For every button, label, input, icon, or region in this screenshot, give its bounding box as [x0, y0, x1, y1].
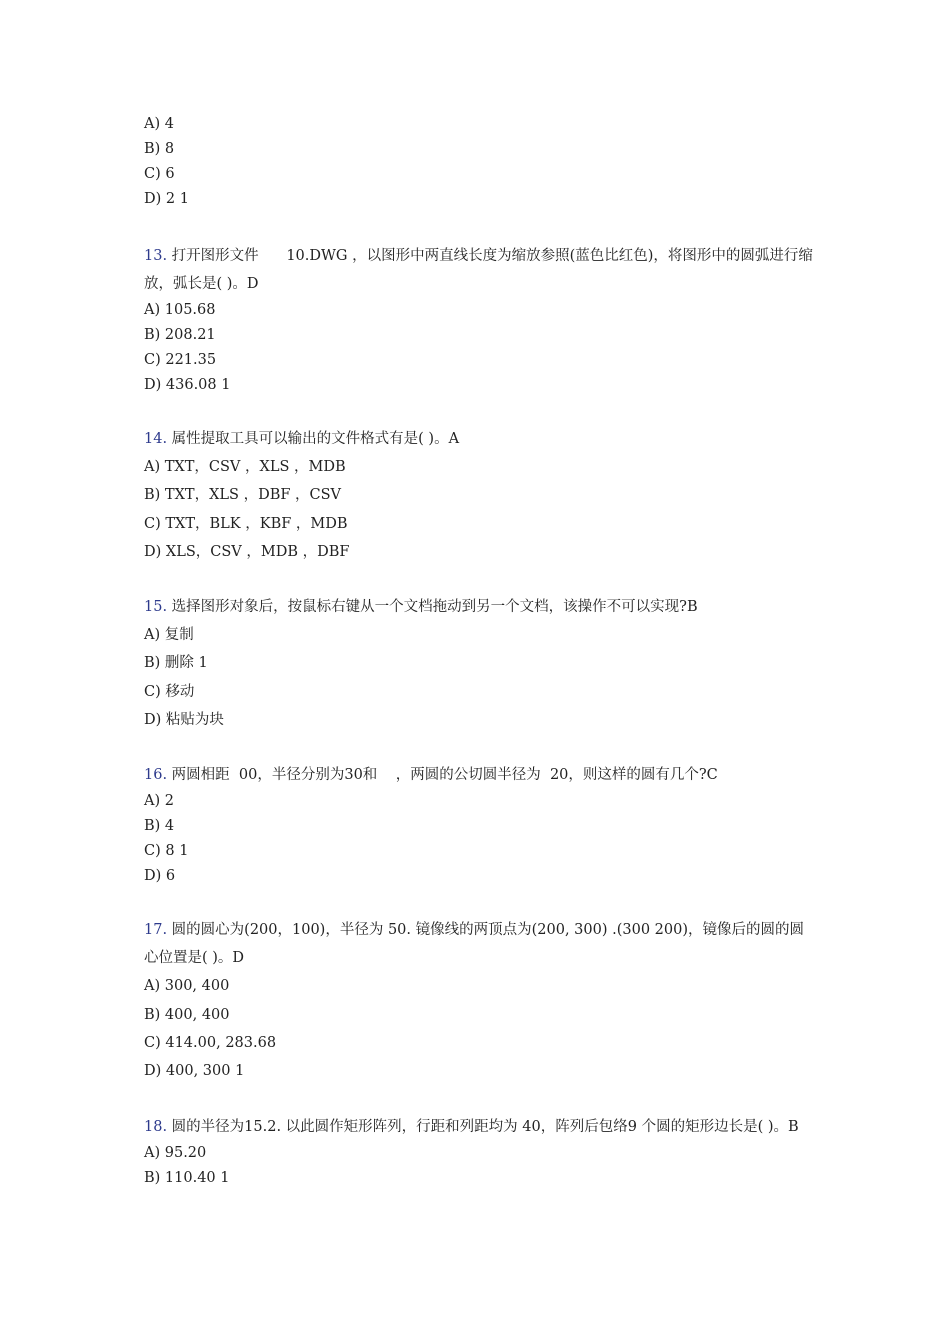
- question-15: [144, 593, 814, 734]
- option: D) 2 1: [144, 191, 189, 207]
- option: D) 436.08 1: [144, 377, 231, 393]
- option: B) 8: [144, 141, 175, 157]
- question-body: 圆的圆心为(200，100)，半径为 50. 镜像线的两顶点为(200, 300) .(300 200)，镜像后的圆的圆心位置是( )。D: [144, 922, 804, 967]
- question-text: [144, 916, 814, 972]
- question-text: [144, 761, 814, 789]
- option: D) 400, 300 1: [144, 1063, 245, 1080]
- option: D) 粘贴为块: [144, 712, 224, 729]
- question-body: 圆的半径为15.2. 以此圆作矩形阵列，行距和列距均为 40，阵列后包络9 个圆的矩形边长是( )。B: [171, 1118, 799, 1135]
- option: A) 复制: [144, 627, 194, 644]
- question-number: 13.: [144, 248, 168, 264]
- question-text: [144, 425, 814, 453]
- question-14: [144, 425, 814, 566]
- option: B) 删除 1: [144, 655, 208, 672]
- question-number: 16.: [144, 767, 168, 784]
- option: B) 110.40 1: [144, 1169, 230, 1186]
- question-body: 选择图形对象后，按鼠标右键从一个文档拖动到另一个文档，该操作不可以实现?B: [171, 599, 698, 616]
- option: C) 8 1: [144, 843, 189, 860]
- question-body: 打开图形文件 10.DWG ，以图形中两直线长度为缩放参照(蓝色比红色)，将图形中的圆弧进行缩放，弧长是( )。D: [144, 248, 813, 292]
- option: B) TXT，XLS ，DBF ，CSV: [144, 487, 342, 504]
- option: D) 6: [144, 868, 176, 885]
- question-number: 17.: [144, 922, 168, 939]
- option: A) 95.20: [144, 1144, 207, 1161]
- option: C) TXT，BLK ，KBF ，MDB: [144, 515, 348, 532]
- option: A) 300, 400: [144, 978, 230, 995]
- option: A) 4: [144, 116, 174, 132]
- question-13: [144, 242, 814, 398]
- question-number: 14.: [144, 431, 168, 447]
- question-body: 两圆相距 00，半径分别为30和 ，两圆的公切圆半径为 20，则这样的圆有几个?C: [171, 767, 718, 784]
- question-text: [144, 593, 814, 621]
- previous-question-options: [144, 112, 814, 212]
- option: B) 208.21: [144, 327, 216, 343]
- option: C) 6: [144, 166, 175, 182]
- option: B) 4: [144, 818, 175, 835]
- question-number: 18.: [144, 1118, 168, 1135]
- option: C) 221.35: [144, 352, 217, 368]
- question-17: [144, 916, 814, 1085]
- question-16: [144, 761, 814, 889]
- question-text: [144, 1113, 814, 1141]
- option: D) XLS，CSV ，MDB ，DBF: [144, 543, 350, 560]
- document-page: [144, 112, 814, 1191]
- option: A) TXT，CSV ，XLS ，MDB: [144, 459, 346, 475]
- question-body: 属性提取工具可以输出的文件格式有是( )。A: [171, 431, 460, 447]
- option: C) 414.00, 283.68: [144, 1034, 277, 1051]
- option: C) 移动: [144, 683, 195, 700]
- option: B) 400, 400: [144, 1006, 230, 1023]
- question-text: [144, 242, 814, 298]
- option: A) 105.68: [144, 302, 216, 318]
- option: A) 2: [144, 793, 174, 810]
- question-number: 15.: [144, 599, 168, 616]
- question-18: [144, 1113, 814, 1191]
